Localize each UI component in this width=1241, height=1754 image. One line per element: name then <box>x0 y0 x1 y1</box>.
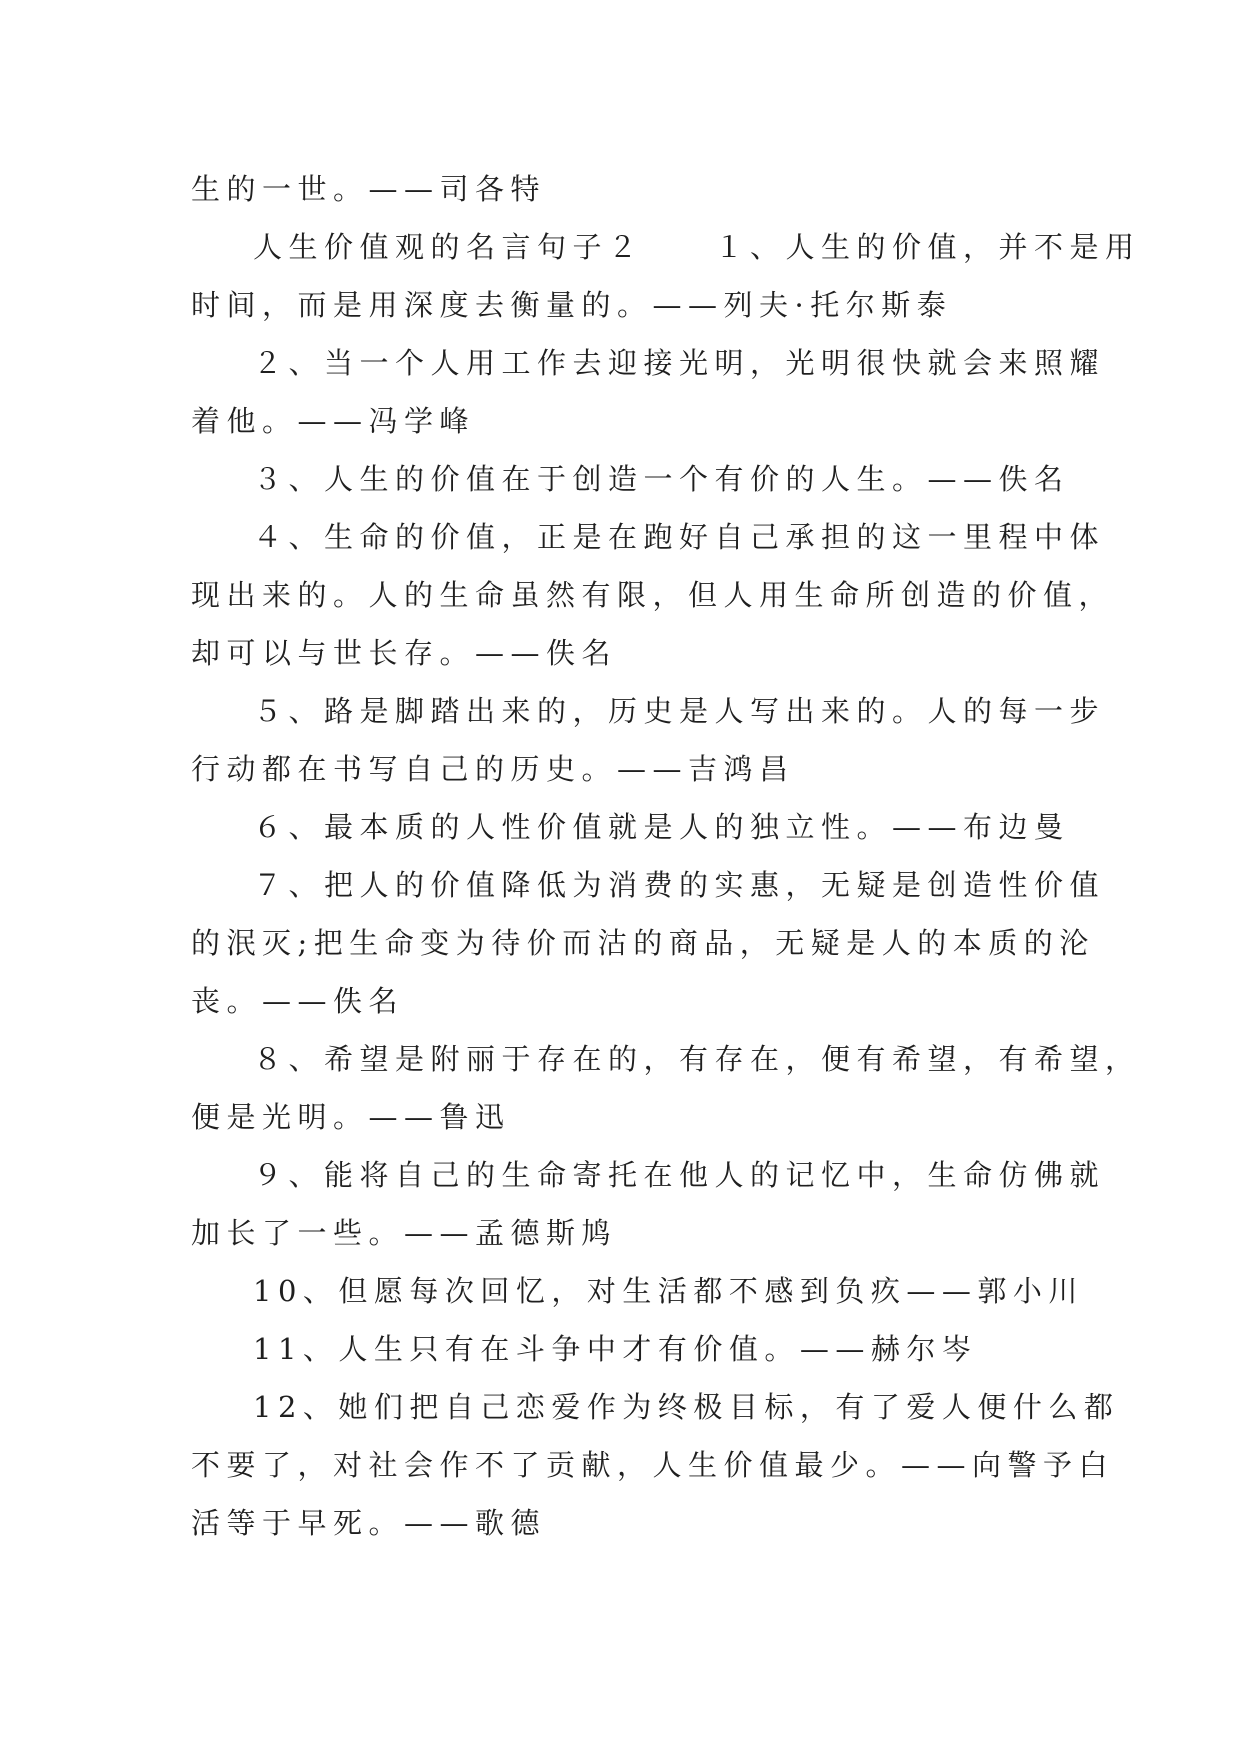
text-line: ３、人生的价值在于创造一个有价的人生。——佚名 <box>253 462 1070 496</box>
text-line: ２、当一个人用工作去迎接光明，光明很快就会来照耀 <box>253 346 1106 380</box>
text-line: ９、能将自己的生命寄托在他人的记忆中，生命仿佛就 <box>253 1158 1106 1192</box>
text-line: 生的一世。——司各特 <box>191 172 547 206</box>
text-line: 便是光明。——鲁迅 <box>191 1100 511 1134</box>
text-line: 11、人生只有在斗争中才有价值。——赫尔岑 <box>253 1332 978 1366</box>
text-line: ４、生命的价值，正是在跑好自己承担的这一里程中体 <box>253 520 1106 554</box>
text-line: ８、希望是附丽于存在的，有存在，便有希望，有希望， <box>253 1042 1141 1076</box>
text-line: 丧。——佚名 <box>191 984 405 1018</box>
text-line: 着他。——冯学峰 <box>191 404 476 438</box>
text-line: 时间，而是用深度去衡量的。——列夫·托尔斯泰 <box>191 288 953 322</box>
text-line: 却可以与世长存。——佚名 <box>191 636 618 670</box>
text-line: 不要了，对社会作不了贡献，人生价值最少。——向警予白 <box>191 1448 1115 1482</box>
text-line: ７、把人的价值降低为消费的实惠，无疑是创造性价值 <box>253 868 1106 902</box>
text-line: 现出来的。人的生命虽然有限，但人用生命所创造的价值， <box>191 578 1115 612</box>
text-line: ６、最本质的人性价值就是人的独立性。——布边曼 <box>253 810 1070 844</box>
text-line: 行动都在书写自己的历史。——吉鸿昌 <box>191 752 795 786</box>
text-line: 10、但愿每次回忆，对生活都不感到负疚——郭小川 <box>253 1274 1084 1308</box>
text-line: 人生价值观的名言句子２ １、人生的价值，并不是用 <box>253 230 1141 264</box>
text-line: 活等于早死。——歌德 <box>191 1506 547 1540</box>
document-body <box>191 160 1141 1552</box>
text-line: 12、她们把自己恋爱作为终极目标，有了爱人便什么都 <box>253 1390 1120 1424</box>
text-line: 加长了一些。——孟德斯鸠 <box>191 1216 618 1250</box>
text-line: 的泯灭;把生命变为待价而沽的商品，无疑是人的本质的沦 <box>191 926 1095 960</box>
text-line: ５、路是脚踏出来的，历史是人写出来的。人的每一步 <box>253 694 1106 728</box>
